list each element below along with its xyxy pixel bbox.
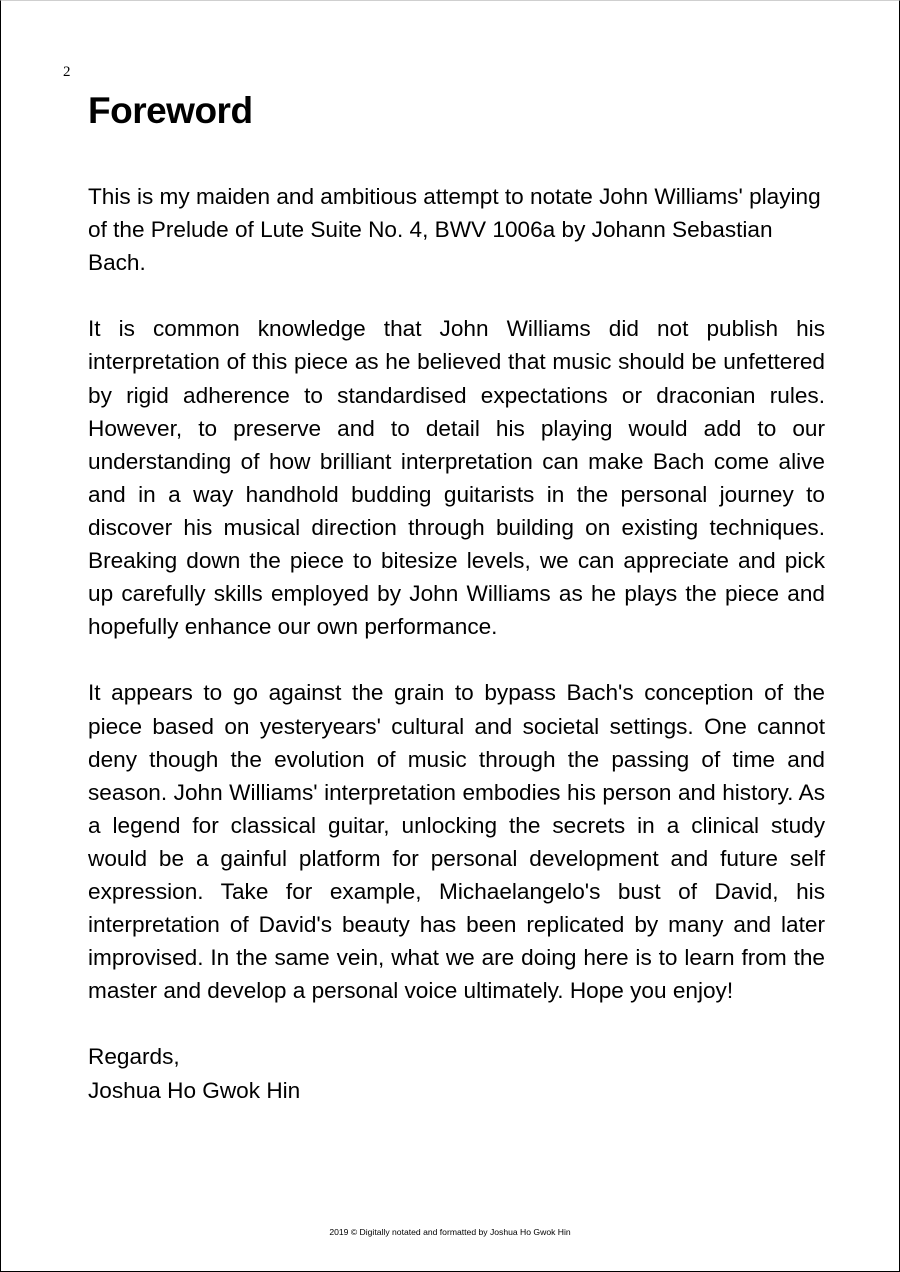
- copyright-footer: 2019 © Digitally notated and formatted by Joshua Ho Gwok Hin: [329, 1227, 571, 1237]
- author-name: Joshua Ho Gwok Hin: [88, 1077, 301, 1103]
- foreword-body: [88, 180, 825, 1107]
- paragraph-rationale: It appears to go against the grain to bypass Bach's conception of the piece based on yesteryears' cultural and societal settings. One cannot deny though the evolution of music through the passing of time and season. John Williams' interpretation embodies his person and history. As a legend for classical guitar, unlocking the secrets in a clinical study would be a gainful platform for personal development and future self expression. Take for example, Michaelangelo's bust of David, his interpretation of David's beauty has been replicated by many and later improvised. In the same vein, what we are doing here is to learn from the master and develop a personal voice ultimately. Hope you enjoy!: [88, 680, 825, 1004]
- page-title: Foreword: [88, 90, 253, 131]
- signature-block: [88, 1040, 825, 1106]
- closing-salutation: Regards,: [88, 1044, 180, 1070]
- page-number: 2: [63, 64, 71, 80]
- paragraph-background: It is common knowledge that John Williams did not publish his interpretation of this piece as he believed that music should be unfettered by rigid adherence to standardised expectations or draconian rules. However, to preserve and to detail his playing would add to our understanding of how brilliant interpretation can make Bach come alive and in a way handhold budding guitarists in the personal journey to discover his musical direction through building on existing techniques. Breaking down the piece to bitesize levels, we can appreciate and pick up carefully skills employed by John Williams as he plays the piece and hopefully enhance our own performance.: [88, 316, 825, 640]
- paragraph-intro: This is my maiden and ambitious attempt to notate John Williams' playing of the Prelude of Lute Suite No. 4, BWV 1006a by Johann Sebastian Bach.: [88, 184, 821, 276]
